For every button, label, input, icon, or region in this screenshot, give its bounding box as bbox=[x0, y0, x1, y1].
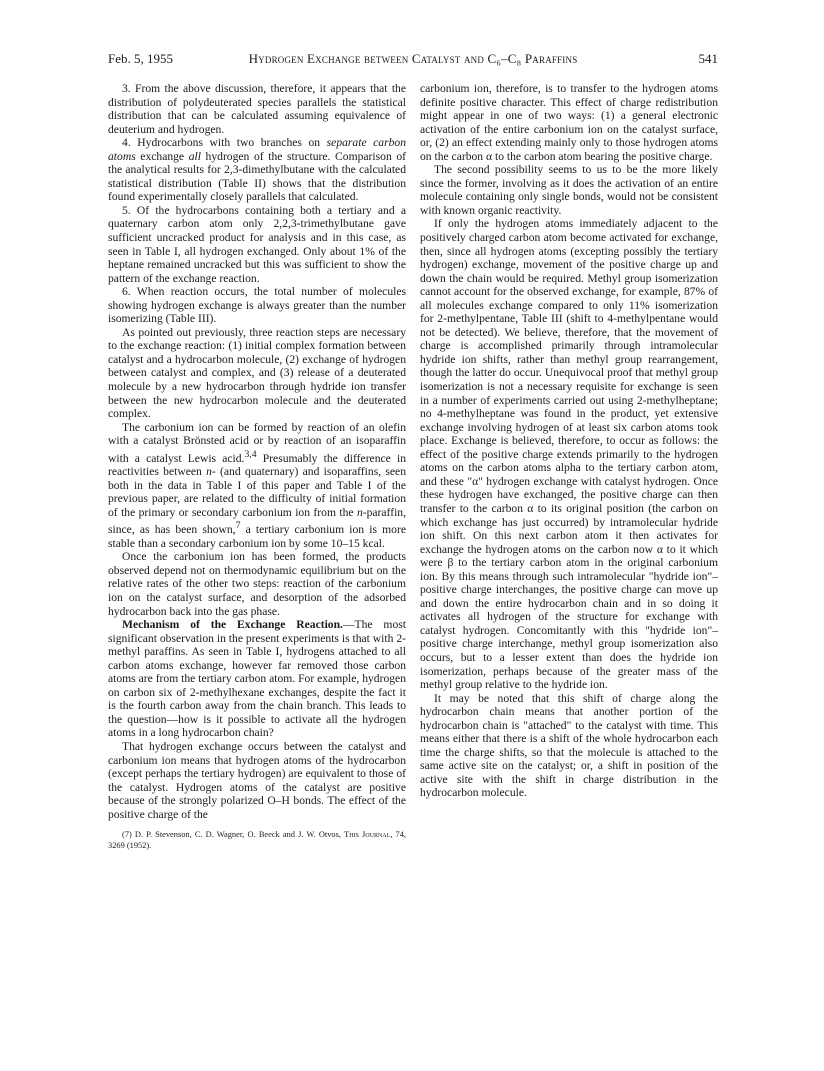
footnote-7: (7) D. P. Stevenson, C. D. Wagner, O. Beeck and J. W. Otvos, This Journal, 74, 3269 (1952). bbox=[108, 830, 407, 850]
emphasis-all: all bbox=[188, 149, 201, 163]
right-column bbox=[420, 82, 718, 800]
emphasis-separate-carbon-atoms: separate carbon atoms bbox=[108, 136, 407, 163]
paragraph-hydride-shift: If only the hydrogen atoms immediately adjacent to the positively charged carbon atom become activated for exchange, then, since all hydrogen atoms (excepting possibly the tertiary hydrogen) exchange, movement of the positive charge up and down the chain would be required. Methyl group isomerization cannot account for the observed exchange, for example, 87% of all molecules exchange compared to only 11% isomerization for 2-methylpentane, Table III (shift to 4-methylpentane would not be detected). We believe, therefore, that the movement of charge is accomplished primarily through intramolecular hydride ion shifts, rather than methyl group rearrangement, though the latter do occur. Unequivocal proof that methyl group isomerization is not a necessary requisite for exchange is seen in a number of experiments carried out using 2-methylheptane; no 4-methylheptane was found in the product, yet extensive exchange involving hydrogen of at least six carbon atoms took place. Exchange is believed, therefore, to occur as follows: the effect of the positive charge extends primarily to the hydrogen atoms on the carbon atoms alpha to the tertiary carbon atom, and these "α" hydrogen exchange with catalyst hydrogen. Once these hydrogen have exchanged, the positive charge can then transfer to the carbon α to its original position (the carbon on which exchange has just occurred) by intramolecular hydride ion shift. On this next carbon atom it then activates for exchange the hydrogen atoms on the carbon now α to it which were β to the tertiary carbon atom in the original carbonium ion. By this means through such intramolecular "hydride ion"–positive charge interchanges, the positive charge can move up and down the entire hydrocarbon chain and in so doing it activates all hydrogen of the structure for exchange with catalyst hydrogen. Concomitantly with this "hydride ion"–positive charge interchange, methyl group isomerization also occurs, but to a lesser extent than does the hydride ion isomerization, perhaps because of the greater mass of the methyl group relative to the hydride ion. bbox=[420, 217, 718, 692]
paragraph-charge-shift: It may be noted that this shift of charge along the hydrocarbon chain means that another portion of the hydrocarbon chain is "attached" to the catalyst with time. This means either that there is a shift of the whole hydrocarbon each time the charge shifts, so that the molecule is attached to the same active site on the catalyst; or, a shift in position of the active site with the shift in charge distribution in the hydrocarbon molecule. bbox=[420, 691, 718, 800]
paragraph-carbonium-continued: carbonium ion, therefore, is to transfer to the hydrogen atoms definite positive character. This effect of charge redistribution might appear in one of two ways: (1) a general electronic activation of the entire carbonium ion on the catalyst surface, or, (2) an effect extending mainly only to those hydrogen atoms on the carbon α to the carbon atom bearing the positive charge. bbox=[420, 82, 718, 163]
paragraph-reaction-steps: As pointed out previously, three reaction steps are necessary to the exchange reaction: (1) initial complex formation between catalyst and a hydrocarbon molecule, (2) exchange of hydrogen between catalyst and complex, and (3) release of a deuterated molecule by a new hydrocarbon through hydride ion transfer between the new hydrocarbon molecule and the deuterated complex. bbox=[108, 325, 406, 421]
paragraph-point-4: 4. Hydrocarbons with two branches on separate carbon atoms exchange all hydrogen of the structure. Comparison of the analytical results for 2,3-dimethylbutane with the calculated statistical distribution (Table II) shows that the distribution found experimentally closely parallels that calculated. bbox=[108, 136, 407, 204]
paragraph-point-5: 5. Of the hydrocarbons containing both a tertiary and a quaternary carbon atom only 2,2,3-trimethylbutane gave sufficient uncracked product for analysis and in this case, as seen in Table I, all hydrogen exchanged. Only about 1% of the heptane remained uncracked but this was sufficient to show the pattern of the exchange reaction. bbox=[108, 203, 406, 285]
running-header bbox=[108, 50, 718, 68]
paragraph-second-possibility: The second possibility seems to us to be the more likely since the former, involving as it does the activation of an entire molecule containing only single bonds, would not be consistent with known organic reactivity. bbox=[420, 163, 718, 217]
paragraph-point-6: 6. When reaction occurs, the total number of molecules showing hydrogen exchange is always greater than the number isomerizing (Table III). bbox=[108, 285, 406, 326]
footnote-journal: This Journal bbox=[344, 830, 391, 840]
section-heading-mechanism: Mechanism of the Exchange Reaction. bbox=[122, 618, 343, 632]
header-title: Hydrogen Exchange between Catalyst and C₆–C₈ Paraffins bbox=[248, 51, 578, 66]
page-number: 541 bbox=[698, 51, 718, 66]
paragraph-point-3: 3. From the above discussion, therefore, it appears that the distribution of polydeuterated species parallels the statistical distribution that can be calculated assuming equivalence of deuterium and hydrogen. bbox=[108, 82, 406, 136]
paragraph-products: Once the carbonium ion has been formed, the products observed depend not on thermodynamic equilibrium but on the relative rates of the other two steps: reaction of the carbonium ion on the catalyst surface, and desorption of the adsorbed hydrocarbon back into the gas phase. bbox=[108, 550, 406, 618]
paragraph-mechanism: Mechanism of the Exchange Reaction.—The most significant observation in the present experiments is that with 2-methyl paraffins. As seen in Table I, hydrogens attached to all carbon atoms exchange, however far removed those carbon atoms are from the tertiary carbon atom. For example, hydrogen on carbon six of 2-methylhexane exchanges, despite the fact it is the fourth carbon away from the chain branch. This leads to the question—how is it possible to activate all the hydrogen atoms in a long hydrocarbon chain? bbox=[108, 618, 406, 740]
paragraph-carbonium-formation: The carbonium ion can be formed by reaction of an olefin with a catalyst Brönsted acid or by reaction of an isoparaffin with a catalyst Lewis acid.$^{3,4}$ Presumably the difference in reactivities between n- (and quaternary) and isoparaffins, seen both in the data in Table I of this paper and Table I of the previous paper, are related to the difficulty of initial formation of the primary or secondary carbonium ion from the n-paraffin, since, as has been shown,$^7$ a tertiary carbonium ion is more stable than a secondary carbonium ion by some 10–15 kcal. bbox=[108, 420, 406, 550]
header-date: Feb. 5, 1955 bbox=[108, 51, 173, 66]
citation-3-4: 3,4 bbox=[244, 448, 257, 460]
paragraph-hydrogen-exchange: That hydrogen exchange occurs between the catalyst and carbonium ion means that hydrogen atoms of the hydrocarbon (except perhaps the tertiary hydrogen) are equivalent to those of the catalyst. Hydrogen atoms of the catalyst are positive because of the strongly polarized O–H bonds. The effect of the positive charge of the bbox=[108, 739, 406, 821]
citation-7: 7 bbox=[235, 520, 241, 532]
left-column bbox=[108, 82, 406, 851]
